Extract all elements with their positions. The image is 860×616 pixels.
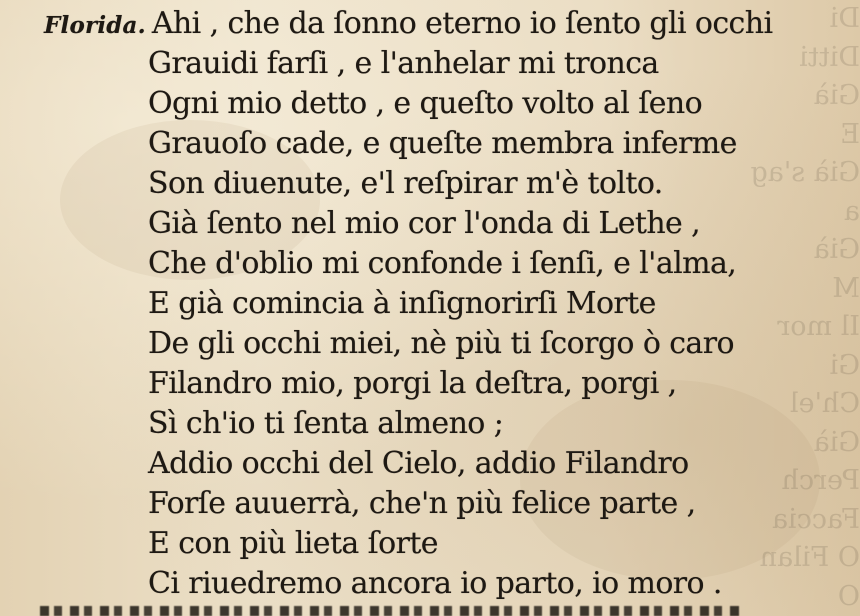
bleed-line: E: [840, 118, 860, 150]
bleed-line: Ditti: [799, 41, 860, 73]
poem-line-3: Ogni mio detto , e queſto volto al ſeno: [148, 86, 703, 121]
poem-line-1: [44, 4, 772, 44]
poem-line-7: Che d'oblio mi confonde i ſenſi, e l'alma,: [148, 246, 737, 281]
poem-line-14: E con più lieta ſorte: [148, 526, 438, 561]
poem-line-5: Son diuenute, e'l reſpirar m'è tolto.: [148, 166, 663, 201]
speaker-name: Florida.: [44, 12, 146, 39]
bleed-line: Già s'ag: [750, 157, 860, 188]
poem-line-8: E già comincia à inſignorirſi Morte: [148, 286, 656, 321]
bleed-line: O: [837, 580, 860, 612]
bleed-line: Ch'el: [789, 388, 860, 419]
bleed-line: Già: [813, 80, 860, 111]
bleed-line: O Filan: [759, 542, 860, 573]
bleed-line: Già: [813, 426, 860, 458]
bleed-line: a: [843, 195, 860, 227]
bleed-through-text: [740, 0, 860, 616]
bleed-line: M: [832, 272, 860, 304]
bleed-line: Di: [829, 3, 860, 34]
poem-line-11: Sì ch'io ti ſenta almeno ;: [148, 406, 504, 441]
bleed-line: Faccia: [772, 503, 860, 535]
verse-text: Ahi , che da ſonno eterno io ſento gli occhi: [151, 6, 773, 41]
poem-line-4: Grauoſo cade, e queſte membra inferme: [148, 126, 737, 161]
poem-line-15: Ci riuedremo ancora io parto, io moro .: [148, 566, 722, 601]
poem-line-6: Già ſento nel mio cor l'onda di Lethe ,: [148, 206, 701, 241]
poem-line-13: Forſe auuerrà, che'n più felice parte ,: [148, 486, 696, 521]
bleed-line: Il mor: [777, 311, 860, 342]
bleed-line: Gi: [829, 349, 860, 381]
poem-line-2: Grauidi farſi , e l'anhelar mi tronca: [148, 46, 659, 81]
poem-line-10: Filandro mio, porgi la deſtra, porgi ,: [148, 366, 677, 401]
poem-line-9: De gli occhi miei, nè più ti ſcorgo ò caro: [148, 326, 734, 361]
bleed-line: Già: [813, 234, 860, 265]
bleed-line: Perch: [781, 465, 860, 496]
poem-line-12: Addio occhi del Cielo, addio Filandro: [148, 446, 689, 481]
cut-off-next-line: [40, 606, 740, 616]
